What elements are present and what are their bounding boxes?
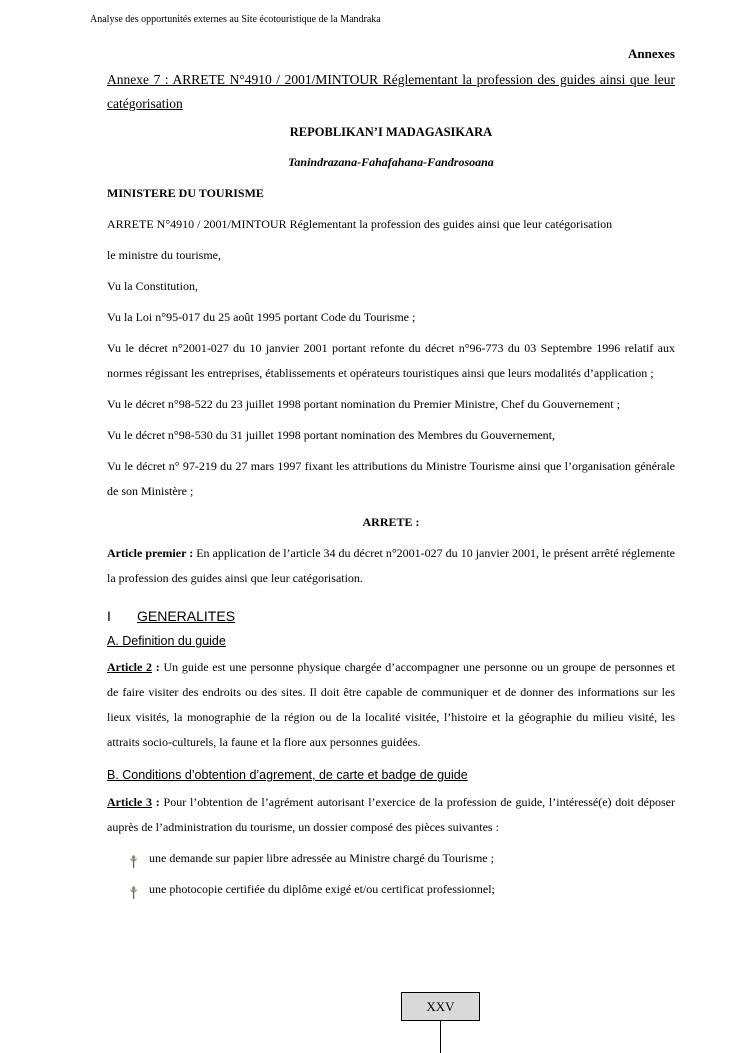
vu-line: Vu la Loi n°95-017 du 25 août 1995 portant Code du Tourisme ; [107, 310, 416, 324]
subsection-a-text: A. Definition du guide [107, 634, 226, 648]
list-item-text: une demande sur papier libre adressée au Ministre chargé du Tourisme ; [149, 851, 494, 865]
list-item-text: une photocopie certifiée du diplôme exigé et/ou certificat professionnel; [149, 882, 495, 896]
page-number: XXV [426, 999, 455, 1014]
document-body [107, 44, 675, 908]
section-number: I [107, 608, 111, 624]
article-2-paragraph [107, 655, 675, 755]
subsection-b-text: B. Conditions d’obtention d’agrement, de carte et badge de guide [107, 768, 468, 782]
running-header: Analyse des opportunités externes au Site écotouristique de la Mandraka [90, 14, 381, 25]
vu-line: Vu le décret n° 97-219 du 27 mars 1997 fixant les attributions du Ministre Tourisme ainsi que l’organisation générale de son Ministère ; [107, 459, 675, 498]
article-3-text: Pour l’obtention de l’agrément autorisant l’exercice de la profession de guide, l’intéressé(e) doit déposer auprès de l’administration du tourisme, un dossier composé des pièces suivantes : [107, 795, 676, 834]
arrete-heading: ARRETE : [362, 515, 420, 529]
annexes-label: Annexes [628, 46, 675, 61]
article-2-separator: : [152, 660, 164, 674]
article-2-text: Un guide est une personne physique chargée d’accompagner une personne ou un groupe de personnes et de faire visiter des endroits ou des sites. Il doit être capable de communiquer et de donner des informations sur les lieux visités, la monographie de la région ou de la localité visitée, l’histoire et la géographie du milieu visité, les attraits socio-culturels, la faune et la flore aux personnes guidées. [107, 660, 675, 749]
arrete-intro-paragraph: ARRETE N°4910 / 2001/MINTOUR Réglementant la profession des guides ainsi que leur catégorisation [107, 217, 613, 231]
article-3-label: Article 3 [107, 795, 153, 809]
page-number-box [401, 992, 480, 1021]
annex-title-text: Annexe 7 : ARRETE N°4910 / 2001/MINTOUR Réglementant la profession des guides ainsi que leur catégorisation [107, 72, 675, 111]
subsection-a-heading [107, 630, 675, 652]
article-3-separator: : [152, 795, 164, 809]
plant-bullet-icon [129, 846, 149, 877]
article-2-label: Article 2 [107, 660, 153, 674]
vu-line: Vu le décret n°2001-027 du 10 janvier 2001 portant refonte du décret n°96-773 du 03 Septembre 1996 relatif aux normes régissant les entreprises, établissements et opérateurs touristiques ainsi que leurs modalités d’application ; [107, 341, 675, 380]
vu-line: Vu la Constitution, [107, 279, 198, 293]
section-title: GENERALITES [137, 608, 236, 624]
vu-line: Vu le décret n°98-530 du 31 juillet 1998 portant nomination des Membres du Gouvernement, [107, 428, 555, 442]
republic-name: REPOBLIKAN’I MADAGASIKARA [289, 125, 493, 139]
article-premier-text: En application de l’article 34 du décret n°2001-027 du 10 janvier 2001, le présent arrêté réglemente la profession des guides ainsi que leur catégorisation. [107, 546, 675, 585]
annex-title [107, 68, 675, 116]
article-premier-paragraph [107, 541, 675, 591]
list-item [107, 846, 675, 877]
article-premier-label: Article premier : [107, 546, 194, 560]
article-3-paragraph [107, 790, 675, 840]
plant-bullet-icon [129, 877, 149, 908]
national-motto: Tanindrazana-Fahafahana-Fandrosoana [288, 155, 494, 169]
subsection-b-heading [107, 764, 675, 786]
ministry-name: MINISTERE DU TOURISME [107, 186, 264, 200]
list-item [107, 877, 675, 908]
minister-line: le ministre du tourisme, [107, 248, 221, 262]
section-heading-generalites [107, 605, 675, 627]
vu-line: Vu le décret n°98-522 du 23 juillet 1998 portant nomination du Premier Ministre, Chef du Gouvernement ; [107, 397, 620, 411]
footer-vertical-line [440, 1021, 441, 1053]
